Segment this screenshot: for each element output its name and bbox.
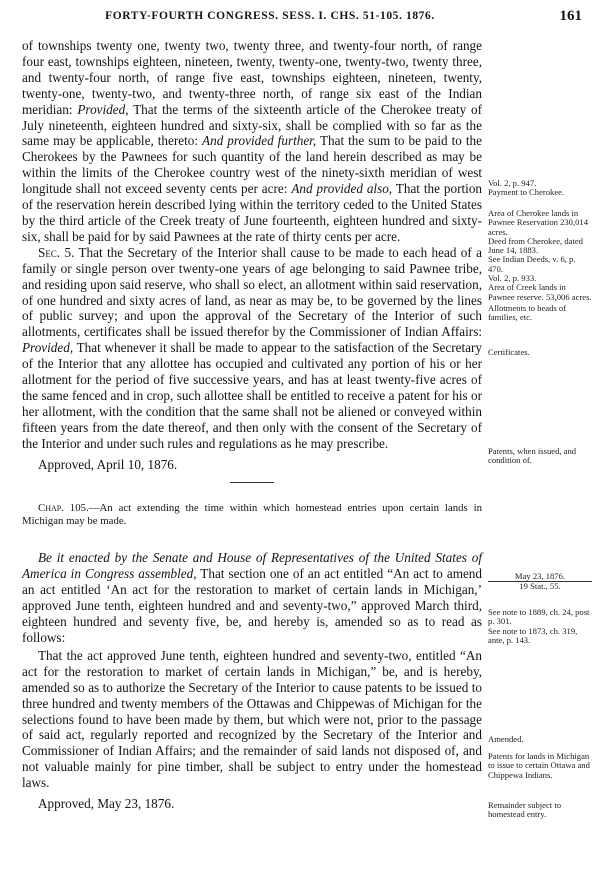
- main-text: [22, 38, 482, 812]
- page-number: 161: [559, 8, 582, 24]
- section-divider: [230, 482, 274, 483]
- text-span: That the portion of the reservation herein described lying within the territory ceded to the United States by the third article of the Creek treaty of June fourteenth, eighteen hundred and sixty-six, shall be paid for by said Pawnees at the rate of thirty cents per acre.: [22, 181, 483, 244]
- margin-note: Vol. 2, p. 947.: [488, 178, 537, 188]
- margin-note-certificates: Certificates.: [488, 347, 530, 357]
- chapter-label: Chap. 105.: [38, 502, 89, 515]
- page-header: [0, 10, 600, 28]
- section-5-paragraph: [22, 245, 482, 452]
- margin-note: See Indian Deeds, v. 6, p. 470.: [488, 254, 576, 274]
- chapter-heading: [22, 502, 482, 528]
- margin-note-allotments: Allotments to heads of families, etc.: [488, 303, 567, 323]
- margin-note-patents-michigan: Patents for lands in Michigan to issue to certain Ottawa and Chippewa Indians.: [488, 751, 590, 780]
- margin-note: Vol. 2, p. 933.: [488, 273, 537, 284]
- margin-note: Area of Cherokee lands in Pawnee Reservation 230,014 acres.: [488, 208, 588, 237]
- margin-note-remainder: Remainder subject to homestead entry.: [488, 800, 562, 820]
- provided-further-italic: And provided further,: [202, 133, 317, 149]
- text-span: That whenever it shall be made to appear to the satisfaction of the Secretary of the Interior that any allottee has occupied and cultivated any portion of his or her allotment for the period of five successive years, and has at least twenty-five acres of the same fenced and in crop, such allottee shall be entitled to receive a patent for his or her allotment, with the condition that the same shall not be aliened or conveyed within fifteen years from the date thereof, and then only with the consent of the Secretary of the Interior and under such rules and regulations as he may prescribe.: [22, 340, 483, 451]
- margin-note-see-1889: [488, 608, 592, 645]
- statute-citation: 19 Stat., 55.: [519, 581, 561, 592]
- text-span: of townships twenty one, twenty two, twenty three, and twenty-four north, of range four east, townships eighteen, nineteen, twenty, twenty-one, twenty-two, twenty three, and twenty-four north, of range five east, townships eighteen, nineteen, twenty, twenty-one, twenty-two, and twenty-three north, of range six east of the Indian meridian:: [22, 38, 482, 117]
- chapter-title: —An act extending the time within which homestead entries upon certain lands in Michigan may be made.: [22, 502, 483, 528]
- margin-note: Payment to Cherokee.: [488, 187, 565, 198]
- divider-wrap: [22, 472, 482, 492]
- provided-also-italic: And provided also,: [291, 181, 393, 197]
- margin-note-patents: Patents, when issued, and condition of.: [488, 446, 577, 466]
- act-date: May 23, 1876.: [514, 571, 566, 581]
- provided-italic: Provided,: [77, 101, 129, 117]
- margin-note: See note to 1873, ch. 319, ante, p. 143.: [488, 625, 578, 645]
- enacting-clause: [22, 550, 482, 645]
- text-span: That the terms of the sixteenth article of the Cherokee treaty of July nineteenth, eighteen hundred and sixty-six, shall be complied with so far as the same may be applicable, thereto:: [22, 101, 483, 149]
- approved-date-2: Approved, May 23, 1876.: [38, 796, 175, 812]
- margin-date-block: [488, 572, 592, 592]
- paragraph-boundaries: [22, 38, 482, 245]
- margin-note: Deed from Cherokee, dated June 14, 1883.: [488, 235, 583, 256]
- enacting-italic: Be it enacted by the Senate and House of Representatives of the United States of America in Congress assembled,: [22, 550, 482, 582]
- approved-date-1: Approved, April 10, 1876.: [38, 456, 178, 472]
- running-head: FORTY-FOURTH CONGRESS. SESS. I. CHS. 51-105. 1876.: [105, 10, 435, 22]
- margin-note: Area of Creek lands in Pawnee reserve. 53,006 acres.: [488, 282, 592, 302]
- margin-note-vol2-947: [488, 179, 592, 198]
- text-span: That section one of an act entitled “An act to amend an act entitled ‘An act for the restoration to market of certain lands in Michigan,’ approved June tenth, eighteen hundred and and seventy-two,” approved March third, eighteen hundred and seventy five, be, and hereby is, amended so as to read as follows:: [22, 566, 482, 645]
- provided-italic: Provided,: [22, 340, 74, 356]
- amended-text-paragraph: That the act approved June tenth, eighteen hundred and seventy-two, entitled “An act for the restoration to market of certain lands in Michigan,” be, and is hereby, amended so as to authorize the Secretary of the Interior to cause patents to be issued to three hundred and twenty members of the Ottawas and Chippewas of Michigan for the selections found to have been made by them, but which were not, prior to the passage of said act, regularly reported and recognized by the Secretary of the Interior and Commissioner of Indian Affairs; and the remainder of said lands not disposed of, and not valuable mainly for pine timber, shall be subject to entry under the homestead laws.: [22, 647, 482, 791]
- margin-note: See note to 1889, ch. 24, post p. 301.: [488, 607, 590, 627]
- margin-note-area-cherokee: [488, 209, 592, 302]
- text-span: That the Secretary of the Interior shall cause to be made to each head of a family or single person over twenty-one years of age belonging to said Pawnee tribe, and residing upon said reserve, who shall so elect, an allotment within said reservation, of one hundred and sixty acres of land, as near as may be, to be governed by the lines of public survey; and upon the approval of the Secretary of the Interior of such allotments, certificates shall be issued therefor by the Commissioner of Indian Affairs:: [22, 244, 482, 340]
- section-label: Sec. 5.: [38, 244, 75, 260]
- margin-note-amended: Amended.: [488, 734, 524, 744]
- text-span: That the sum to be paid to the Cherokees by the Pawnees for such quantity of the land herein described as may be within the limits of the Cherokee country west of the ninety-sixth meridian of west longitude shall not exceed seventy cents per acre:: [22, 133, 483, 197]
